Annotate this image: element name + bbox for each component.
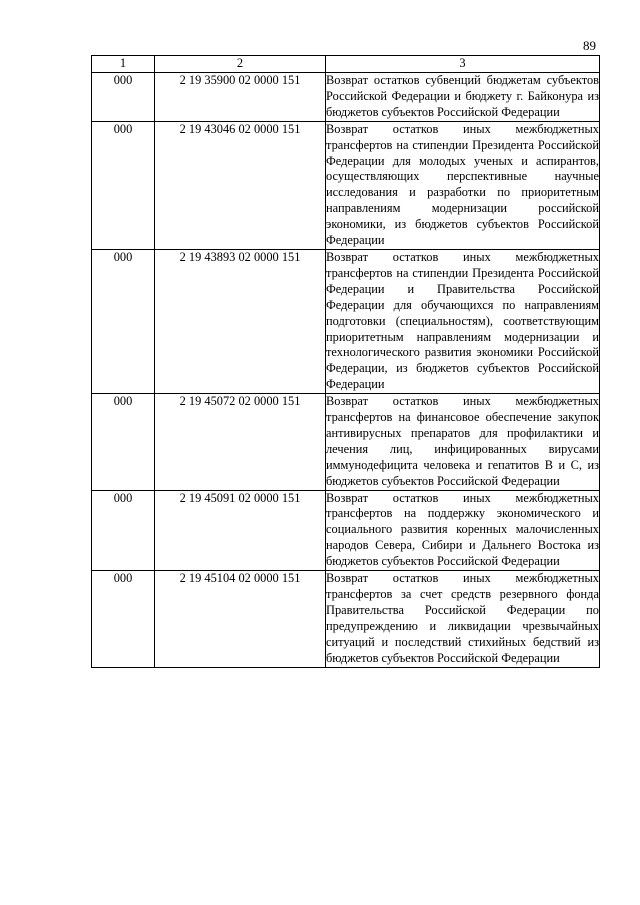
description-cell: Возврат остатков иных межбюджетных трансфертов на поддержку экономического и социального развития коренных малочисленных народов Севера, Сибири и Дальнего Востока из бюджетов субъектов Российской Федерации [326, 490, 600, 571]
administrator-code-cell: 000 [92, 394, 155, 490]
administrator-code-cell: 000 [92, 121, 155, 249]
budget-code-cell: 2 19 45104 02 0000 151 [155, 571, 326, 667]
page-number: 89 [583, 38, 596, 53]
description-cell: Возврат остатков иных межбюджетных трансфертов на стипендии Президента Российской Федерации для молодых ученых и аспирантов, осуществляющих перспективные научные исследования и разработки по приоритетным направлениям модернизации российской экономики, из бюджетов субъектов Российской Федерации [326, 121, 600, 249]
budget-code-cell: 2 19 43046 02 0000 151 [155, 121, 326, 249]
table-row [92, 121, 600, 249]
table-row [92, 571, 600, 667]
description-cell: Возврат остатков иных межбюджетных трансфертов за счет средств резервного фонда Правительства Российской Федерации по предупреждению и ликвидации чрезвычайных ситуаций и последствий стихийных бедствий из бюджетов субъектов Российской Федерации [326, 571, 600, 667]
budget-classification-table [91, 55, 600, 668]
budget-code-cell: 2 19 43893 02 0000 151 [155, 249, 326, 393]
table-row [92, 73, 600, 122]
column-header-1: 1 [92, 56, 155, 73]
table-row [92, 394, 600, 490]
table-row [92, 490, 600, 571]
table-header-row [92, 56, 600, 73]
administrator-code-cell: 000 [92, 73, 155, 122]
column-header-3: 3 [326, 56, 600, 73]
administrator-code-cell: 000 [92, 249, 155, 393]
budget-code-cell: 2 19 45072 02 0000 151 [155, 394, 326, 490]
budget-code-cell: 2 19 45091 02 0000 151 [155, 490, 326, 571]
description-cell: Возврат остатков иных межбюджетных трансфертов на финансовое обеспечение закупок антивирусных препаратов для профилактики и лечения лиц, инфицированных вирусами иммунодефицита человека и гепатитов B и C, из бюджетов субъектов Российской Федерации [326, 394, 600, 490]
description-cell: Возврат остатков иных межбюджетных трансфертов на стипендии Президента Российской Федерации и Правительства Российской Федерации для обучающихся по направлениям подготовки (специальностям), соответствующим приоритетным направлениям модернизации и технологического развития экономики Российской Федерации, из бюджетов субъектов Российской Федерации [326, 249, 600, 393]
administrator-code-cell: 000 [92, 490, 155, 571]
budget-code-cell: 2 19 35900 02 0000 151 [155, 73, 326, 122]
column-header-2: 2 [155, 56, 326, 73]
administrator-code-cell: 000 [92, 571, 155, 667]
table-row [92, 249, 600, 393]
description-cell: Возврат остатков субвенций бюджетам субъектов Российской Федерации и бюджету г. Байконура из бюджетов субъектов Российской Федерации [326, 73, 600, 122]
